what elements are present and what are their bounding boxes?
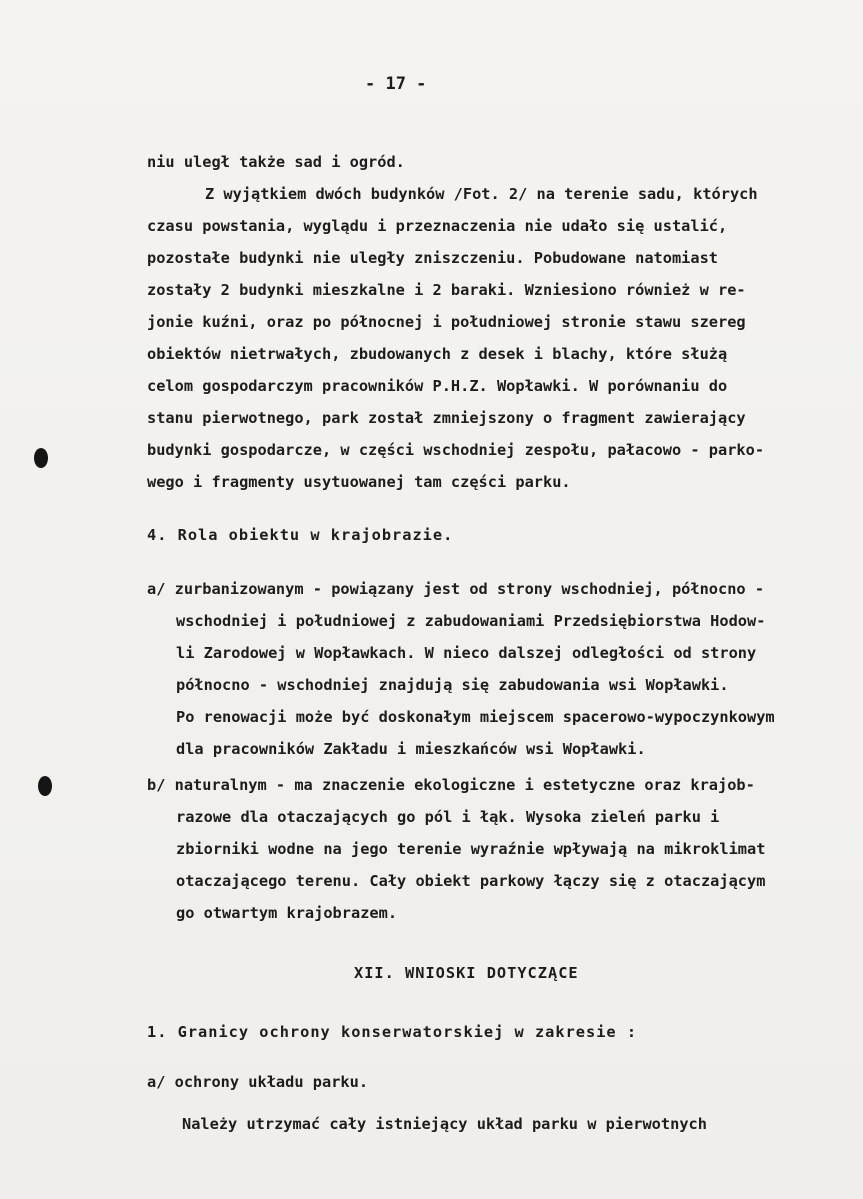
subsection-heading: 1. Granicy ochrony konserwatorskiej w zakresie : [147, 1023, 638, 1041]
page-number: - 17 - [365, 74, 427, 94]
text-line: wego i fragmenty usytuowanej tam części parku. [147, 473, 571, 491]
text-line: celom gospodarczym pracowników P.H.Z. Wopławki. W porównaniu do [147, 377, 728, 395]
text-line: b/ naturalnym - ma znaczenie ekologiczne i estetyczne oraz krajob- [147, 776, 755, 794]
text-line: czasu powstania, wyglądu i przeznaczenia nie udało się ustalić, [147, 217, 728, 235]
text-line: zbiorniki wodne na jego terenie wyraźnie wpływają na mikroklimat [176, 840, 766, 858]
text-line: jonie kuźni, oraz po północnej i południowej stronie stawu szereg [147, 313, 746, 331]
text-line: otaczającego terenu. Cały obiekt parkowy łączy się z otaczającym [176, 872, 766, 890]
text-line: niu uległ także sad i ogród. [147, 153, 405, 171]
text-line: pozostałe budynki nie uległy zniszczeniu. Pobudowane natomiast [147, 249, 718, 267]
punch-hole-top [34, 448, 48, 468]
text-line: a/ ochrony układu parku. [147, 1073, 369, 1091]
text-line: budynki gospodarcze, w części wschodniej zespołu, pałacowo - parko- [147, 441, 765, 459]
text-line: dla pracowników Zakładu i mieszkańców wsi Wopławki. [176, 740, 646, 758]
text-line: Po renowacji może być doskonałym miejscem spacerowo-wypoczynkowym [176, 708, 775, 726]
chapter-heading: XII. WNIOSKI DOTYCZĄCE [354, 964, 579, 982]
text-line: Z wyjątkiem dwóch budynków /Fot. 2/ na terenie sadu, których [205, 185, 758, 203]
text-line: a/ zurbanizowanym - powiązany jest od strony wschodniej, północno - [147, 580, 765, 598]
section-heading: 4. Rola obiektu w krajobrazie. [147, 526, 454, 544]
text-line: go otwartym krajobrazem. [176, 904, 398, 922]
text-line: li Zarodowej w Wopławkach. W nieco dalszej odległości od strony [176, 644, 757, 662]
text-line: zostały 2 budynki mieszkalne i 2 baraki. Wzniesiono również w re- [147, 281, 746, 299]
text-line: wschodniej i południowej z zabudowaniami Przedsiębiorstwa Hodow- [176, 612, 766, 630]
text-line: stanu pierwotnego, park został zmniejszony o fragment zawierający [147, 409, 746, 427]
text-line: razowe dla otaczających go pól i łąk. Wysoka zieleń parku i [176, 808, 720, 826]
text-line: północno - wschodniej znajdują się zabudowania wsi Wopławki. [176, 676, 729, 694]
punch-hole-bottom [38, 776, 52, 796]
text-line: Należy utrzymać cały istniejący układ parku w pierwotnych [182, 1115, 707, 1133]
text-line: obiektów nietrwałych, zbudowanych z desek i blachy, które służą [147, 345, 728, 363]
